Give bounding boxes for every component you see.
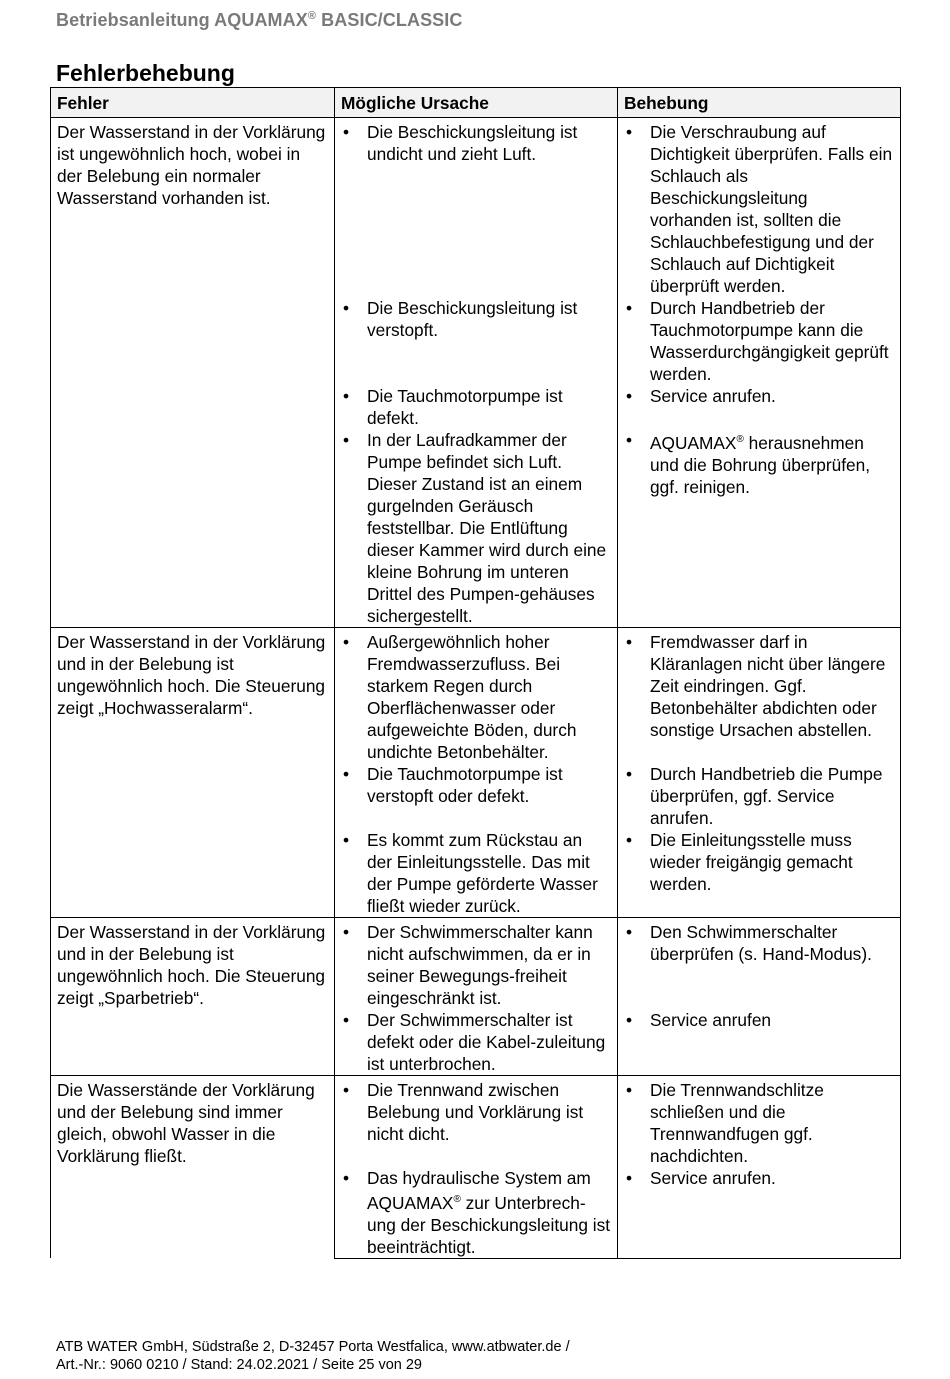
bullet-icon: •	[343, 122, 350, 142]
remedy-text: Den Schwimmerschalter überprüfen (s. Hand-Modus).	[650, 922, 872, 964]
table-row	[51, 1076, 901, 1168]
header-title: Betriebsanleitung AQUAMAX	[56, 10, 308, 30]
cause-text: In der Laufradkammer der Pumpe befindet sich Luft. Dieser Zustand ist an einem gurgelnden Geräusch feststellbar. Die Entlüftung dieser Kammer wird durch eine kleine Bohrung im unteren Drittel des Pumpen-gehäuses sichergestellt.	[367, 430, 607, 626]
bullet-icon: •	[343, 764, 350, 784]
remedy-text: Fremdwasser darf in Kläranlagen nicht über längere Zeit eindringen. Ggf. Betonbehälter abdichten oder sonstige Ursachen abstellen.	[650, 632, 886, 740]
bullet-icon: •	[343, 1080, 350, 1100]
remedy-cell	[618, 628, 901, 764]
section-title: Fehlerbehebung	[56, 60, 235, 86]
cause-text: Außergewöhnlich hoher Fremdwasserzufluss. Bei starkem Regen durch Oberflächenwasser oder aufgeweichte Böden, durch undichte Betonbehälter.	[367, 632, 577, 762]
registered-mark: ®	[453, 1194, 461, 1205]
bullet-icon: •	[343, 430, 350, 450]
table-row	[51, 918, 901, 1010]
bullet-icon: •	[626, 922, 633, 942]
cause-text: Der Schwimmerschalter ist defekt oder die Kabel-zuleitung ist unterbrochen.	[367, 1010, 606, 1074]
remedy-text: Durch Handbetrieb der Tauchmotorpumpe kann die Wasserdurchgängigkeit geprüft werden.	[650, 298, 889, 384]
remedy-text: Die Trennwandschlitze schließen und die Trennwandfugen ggf. nachdichten.	[650, 1080, 824, 1166]
bullet-icon: •	[626, 1080, 633, 1100]
document-footer	[56, 1338, 570, 1374]
remedy-text: Service anrufen.	[650, 1168, 776, 1188]
cause-cell	[335, 385, 618, 429]
bullet-icon: •	[343, 632, 350, 652]
cause-text: Die Beschickungsleitung ist verstopft.	[367, 298, 578, 340]
cause-cell	[335, 1076, 618, 1168]
table-header-row	[51, 88, 901, 118]
remedy-cell	[618, 763, 901, 829]
cause-cell	[335, 1167, 618, 1258]
remedy-cell	[618, 1167, 901, 1258]
cause-text: Die Tauchmotorpumpe ist verstopft oder defekt.	[367, 764, 563, 806]
cause-cell	[335, 763, 618, 829]
cause-text: Die Trennwand zwischen Belebung und Vorklärung ist nicht dicht.	[367, 1080, 584, 1144]
bullet-icon: •	[343, 830, 350, 850]
bullet-icon: •	[626, 298, 633, 318]
bullet-icon: •	[343, 1010, 350, 1030]
cause-cell	[335, 829, 618, 918]
footer-article-info: Art.-Nr.: 9060 0210 / Stand: 24.02.2021 / Seite 25 von 29	[56, 1357, 422, 1373]
document-header	[56, 10, 463, 31]
cause-cell	[335, 429, 618, 628]
bullet-icon: •	[626, 764, 633, 784]
troubleshooting-table	[50, 87, 901, 1259]
remedy-cell	[618, 118, 901, 298]
remedy-text: Die Verschraubung auf Dichtigkeit überprüfen. Falls ein Schlauch als Beschickungsleitung vorhanden ist, sollten die Schlauchbefestigung und der Schlauch auf Dichtigkeit überprüft werden.	[650, 122, 893, 296]
error-cell: Der Wasserstand in der Vorklärung und in der Belebung ist ungewöhnlich hoch. Die Steuerung zeigt „Hochwasseralarm“.	[51, 628, 335, 918]
column-header-remedy: Behebung	[618, 88, 901, 118]
remedy-cell	[618, 1076, 901, 1168]
remedy-cell	[618, 297, 901, 385]
footer-address: ATB WATER GmbH, Südstraße 2, D-32457 Porta Westfalica, www.atbwater.de /	[56, 1339, 570, 1355]
header-variant: BASIC/CLASSIC	[316, 10, 463, 30]
error-cell: Der Wasserstand in der Vorklärung und in der Belebung ist ungewöhnlich hoch. Die Steuerung zeigt „Sparbetrieb“.	[51, 918, 335, 1076]
error-cell: Die Wasserstände der Vorklärung und der Belebung sind immer gleich, obwohl Wasser in die Vorklärung fließt.	[51, 1076, 335, 1259]
remedy-text: Service anrufen.	[650, 386, 776, 406]
remedy-text: Die Einleitungsstelle muss wieder freigängig gemacht werden.	[650, 830, 853, 894]
registered-mark: ®	[307, 10, 317, 22]
bullet-icon: •	[626, 830, 633, 850]
cause-cell	[335, 918, 618, 1010]
column-header-error: Fehler	[51, 88, 335, 118]
registered-mark: ®	[736, 434, 744, 445]
remedy-cell	[618, 429, 901, 628]
bullet-icon: •	[626, 386, 633, 406]
remedy-text-a: AQUAMAX	[650, 432, 737, 453]
bullet-icon: •	[626, 1168, 633, 1188]
cause-text-b: zur Unterbrech-ung der Beschickungsleitung ist beeinträchtigt.	[367, 1192, 611, 1257]
cause-text: Der Schwimmerschalter kann nicht aufschwimmen, da er in seiner Bewegungs-freiheit eingeschränkt ist.	[367, 922, 593, 1008]
error-cell: Der Wasserstand in der Vorklärung ist ungewöhnlich hoch, wobei in der Belebung ein normaler Wasserstand vorhanden ist.	[51, 118, 335, 628]
cause-text: Es kommt zum Rückstau an der Einleitungsstelle. Das mit der Pumpe geförderte Wasser fließt wieder zurück.	[367, 830, 598, 916]
cause-text: Die Tauchmotorpumpe ist defekt.	[367, 386, 563, 428]
bullet-icon: •	[343, 298, 350, 318]
remedy-cell	[618, 1009, 901, 1076]
remedy-text: Service anrufen	[650, 1010, 772, 1030]
remedy-cell	[618, 829, 901, 918]
cause-cell	[335, 1009, 618, 1076]
bullet-icon: •	[343, 922, 350, 942]
cause-cell	[335, 297, 618, 385]
cause-text: Die Beschickungsleitung ist undicht und zieht Luft.	[367, 122, 578, 164]
bullet-icon: •	[626, 1010, 633, 1030]
cause-cell	[335, 628, 618, 764]
cause-text-a: Das hydraulische System am AQUAMAX	[367, 1168, 591, 1213]
remedy-cell	[618, 918, 901, 1010]
bullet-icon: •	[626, 632, 633, 652]
bullet-icon: •	[343, 386, 350, 406]
table-row	[51, 628, 901, 764]
column-header-cause: Mögliche Ursache	[335, 88, 618, 118]
cause-cell	[335, 118, 618, 298]
bullet-icon: •	[626, 430, 633, 450]
remedy-cell	[618, 385, 901, 429]
bullet-icon: •	[626, 122, 633, 142]
remedy-text: Durch Handbetrieb die Pumpe überprüfen, ggf. Service anrufen.	[650, 764, 883, 828]
bullet-icon: •	[343, 1168, 350, 1188]
table-row	[51, 118, 901, 298]
remedy-text-b: herausnehmen und die Bohrung überprüfen, ggf. reinigen.	[650, 432, 871, 497]
